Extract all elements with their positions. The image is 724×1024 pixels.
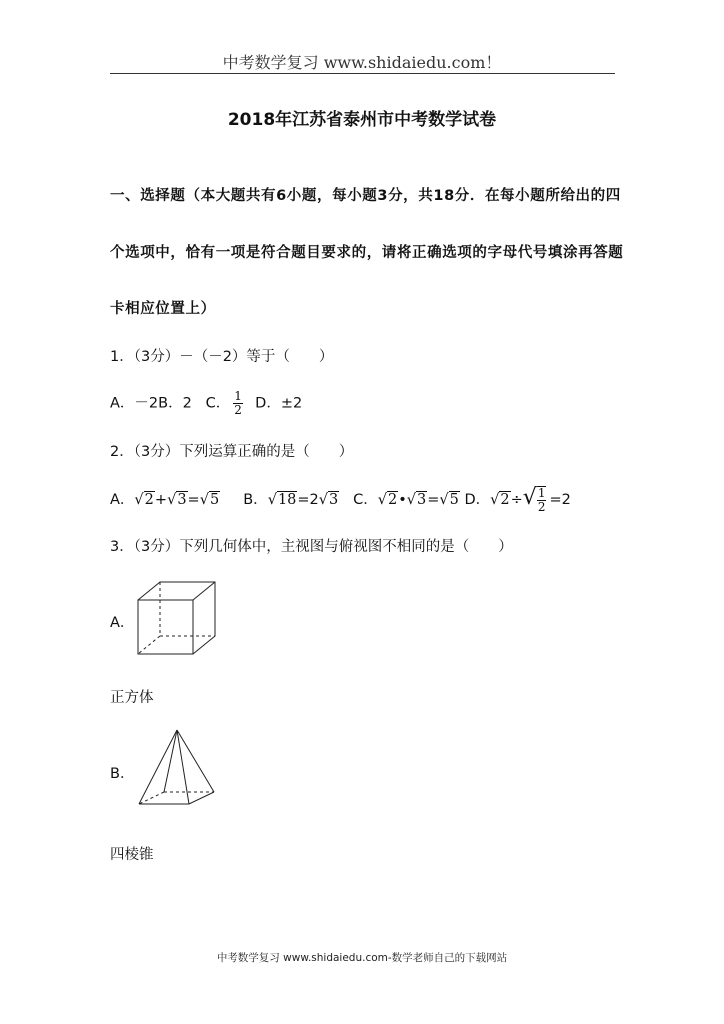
header-divider — [110, 73, 615, 74]
q2-option-c: C． — [353, 492, 378, 508]
question-1-stem: 1．（3分）－（－2）等于（ ） — [110, 349, 334, 365]
page-footer: 中考数学复习 www.shidaiedu.com-数学老师自己的下载网站 — [216, 952, 508, 964]
page-header: 中考数学复习 www.shidaiedu.com！ — [222, 53, 502, 72]
question-1-options — [110, 390, 302, 417]
question-3-stem: 3．（3分）下列几何体中，主视图与俯视图不相同的是（ ） — [110, 539, 513, 555]
question-2-options: A．√2+√3=√5 B．√18=2√3 C．√2•√3=√5 D．√2÷√ $\frac{1}{2}$ =2 — [110, 485, 571, 514]
q2-option-b: B． — [243, 492, 268, 508]
q1-fraction: $\frac{1}{2}$ — [234, 389, 242, 417]
section-line-3: 卡相应位置上） — [110, 301, 216, 317]
q1-option-d: D．±2 — [255, 395, 303, 412]
q1-option-a: A．－2 — [110, 395, 159, 412]
q2-option-a: A． — [110, 492, 135, 508]
q1-option-c: C． — [205, 395, 231, 412]
pyramid-figure — [137, 728, 217, 808]
question-2-stem: 2．（3分）下列运算正确的是（ ） — [110, 444, 354, 460]
page-title: 2018年江苏省泰州市中考数学试卷 — [227, 110, 497, 130]
q1-option-b: B．2 — [158, 395, 192, 412]
q3-option-b: B． — [110, 766, 135, 782]
q3-option-a: A． — [110, 615, 135, 631]
section-line-2: 个选项中，恰有一项是符合题目要求的，请将正确选项的字母代号填涂再答题 — [110, 245, 624, 261]
q2-fraction: $\frac{1}{2}$ — [537, 486, 546, 514]
section-line-1: 一、选择题（本大题共有6小题，每小题3分，共18分．在每小题所给出的四 — [110, 188, 621, 204]
q2-option-d: D． — [464, 492, 491, 508]
q3-caption-a: 正方体 — [110, 690, 154, 706]
q3-caption-b: 四棱锥 — [110, 847, 154, 863]
cube-figure — [135, 580, 217, 658]
